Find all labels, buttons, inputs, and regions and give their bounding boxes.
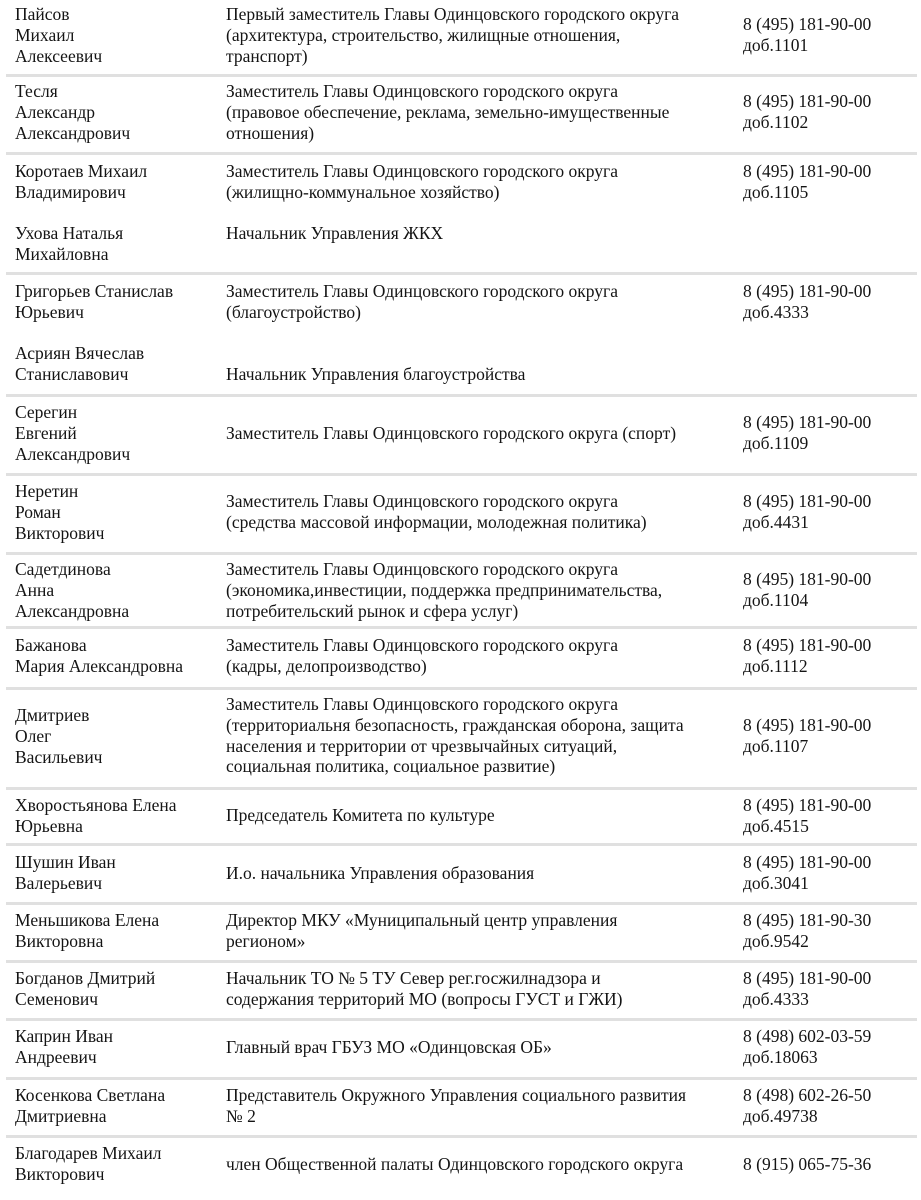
contact-name: Тесля Александр Александрович [15, 81, 131, 143]
contact-row [6, 846, 917, 905]
contact-name: Асриян Вячеслав Станиславович [15, 343, 145, 384]
contact-row [6, 4, 917, 77]
contact-row [6, 217, 917, 275]
contact-row [6, 790, 917, 846]
contact-name: Григорьев Станислав Юрьевич [15, 281, 174, 322]
contact-row [6, 963, 917, 1021]
contact-name: Серегин Евгений Александрович [15, 402, 131, 464]
contact-row [6, 476, 917, 555]
contact-position: Заместитель Главы Одинцовского городского округа (спорт) [226, 423, 677, 443]
contact-row [6, 905, 917, 963]
contact-phone: 8 (495) 181-90-00 доб.1102 [743, 91, 872, 132]
contact-row [6, 1021, 917, 1080]
contact-position: Начальник Управления благоустройства [226, 364, 526, 384]
contact-row [6, 1080, 917, 1138]
contact-name: Косенкова Светлана Дмитриевна [15, 1085, 166, 1126]
contact-phone: 8 (495) 181-90-00 доб.1105 [743, 161, 872, 202]
contact-phone: 8 (495) 181-90-00 доб.1112 [743, 635, 872, 676]
contact-position: Заместитель Главы Одинцовского городского округа (экономика,инвестиции, поддержка предпринимательства, потребительский рынок и сфера услуг) [226, 559, 663, 621]
contact-phone: 8 (498) 602-26-50 доб.49738 [743, 1085, 872, 1126]
contact-phone: 8 (915) 065-75-36 [743, 1154, 872, 1174]
contact-position: Заместитель Главы Одинцовского городского округа (кадры, делопроизводство) [226, 635, 618, 676]
contact-position: Председатель Комитета по культуре [226, 805, 495, 825]
contact-position: Заместитель Главы Одинцовского городского округа (правовое обеспечение, реклама, земельно-имущественные отношения) [226, 81, 670, 143]
contact-position: Заместитель Главы Одинцовского городского округа (жилищно-коммунальное хозяйство) [226, 161, 618, 202]
contact-position: Директор МКУ «Муниципальный центр управления регионом» [226, 910, 618, 951]
contact-position: И.о. начальника Управления образования [226, 863, 535, 883]
contact-row [6, 275, 917, 338]
contact-row [6, 1138, 917, 1198]
contact-phone: 8 (495) 181-90-00 доб.1107 [743, 715, 872, 756]
contact-name: Шушин Иван Валерьевич [15, 852, 116, 893]
contact-name: Благодарев Михаил Викторович [15, 1143, 162, 1184]
contact-phone: 8 (495) 181-90-00 доб.4333 [743, 281, 872, 322]
contact-row [6, 338, 917, 397]
contact-position: Заместитель Главы Одинцовского городского округа (благоустройство) [226, 281, 618, 322]
contact-name: Бажанова Мария Александровна [15, 635, 183, 676]
contact-phone: 8 (495) 181-90-00 доб.4333 [743, 968, 872, 1009]
contact-name: Коротаев Михаил Владимирович [15, 161, 148, 202]
contact-row [6, 77, 917, 155]
contact-name: Дмитриев Олег Васильевич [15, 705, 103, 767]
contact-position: Заместитель Главы Одинцовского городского округа (территориальня безопасность, гражданская оборона, защита населения и территории от чрезвычайных ситуаций, социальная политика, социальное развитие) [226, 694, 684, 777]
contact-position: Заместитель Главы Одинцовского городского округа (средства массовой информации, молодежная политика) [226, 491, 647, 532]
contact-phone: 8 (495) 181-90-00 доб.3041 [743, 852, 872, 893]
contact-phone: 8 (495) 181-90-30 доб.9542 [743, 910, 872, 951]
contact-phone: 8 (495) 181-90-00 доб.1101 [743, 14, 872, 55]
contact-row [6, 629, 917, 690]
contact-row [6, 690, 917, 790]
contact-phone: 8 (495) 181-90-00 доб.4431 [743, 491, 872, 532]
contact-name: Пайсов Михаил Алексеевич [15, 4, 103, 66]
contact-position: Начальник ТО № 5 ТУ Север рег.госжилнадзора и содержания территорий МО (вопросы ГУСТ и ГЖИ) [226, 968, 623, 1009]
contact-name: Ухова Наталья Михайловна [15, 223, 124, 264]
contact-name: Хворостьянова Елена Юрьевна [15, 795, 177, 836]
contact-name: Каприн Иван Андреевич [15, 1026, 114, 1067]
contact-position: Представитель Окружного Управления социального развития № 2 [226, 1085, 687, 1126]
contact-phone: 8 (498) 602-03-59 доб.18063 [743, 1026, 872, 1067]
contact-phone: 8 (495) 181-90-00 доб.4515 [743, 795, 872, 836]
contact-row [6, 397, 917, 476]
contact-position: Первый заместитель Главы Одинцовского городского округа (архитектура, строительство, жилищные отношения, транспорт) [226, 4, 680, 66]
contact-row [6, 155, 917, 217]
contact-name: Неретин Роман Викторович [15, 481, 105, 543]
contact-position: Главный врач ГБУЗ МО «Одинцовская ОБ» [226, 1037, 552, 1057]
contact-name: Меньшикова Елена Викторовна [15, 910, 160, 951]
contact-phone: 8 (495) 181-90-00 доб.1109 [743, 412, 872, 453]
contact-position: член Общественной палаты Одинцовского городского округа [226, 1154, 684, 1174]
contact-name: Богданов Дмитрий Семенович [15, 968, 156, 1009]
contact-position: Начальник Управления ЖКХ [226, 223, 444, 243]
contact-name: Садетдинова Анна Александровна [15, 559, 130, 621]
contact-phone: 8 (495) 181-90-00 доб.1104 [743, 569, 872, 610]
contact-row [6, 555, 917, 629]
